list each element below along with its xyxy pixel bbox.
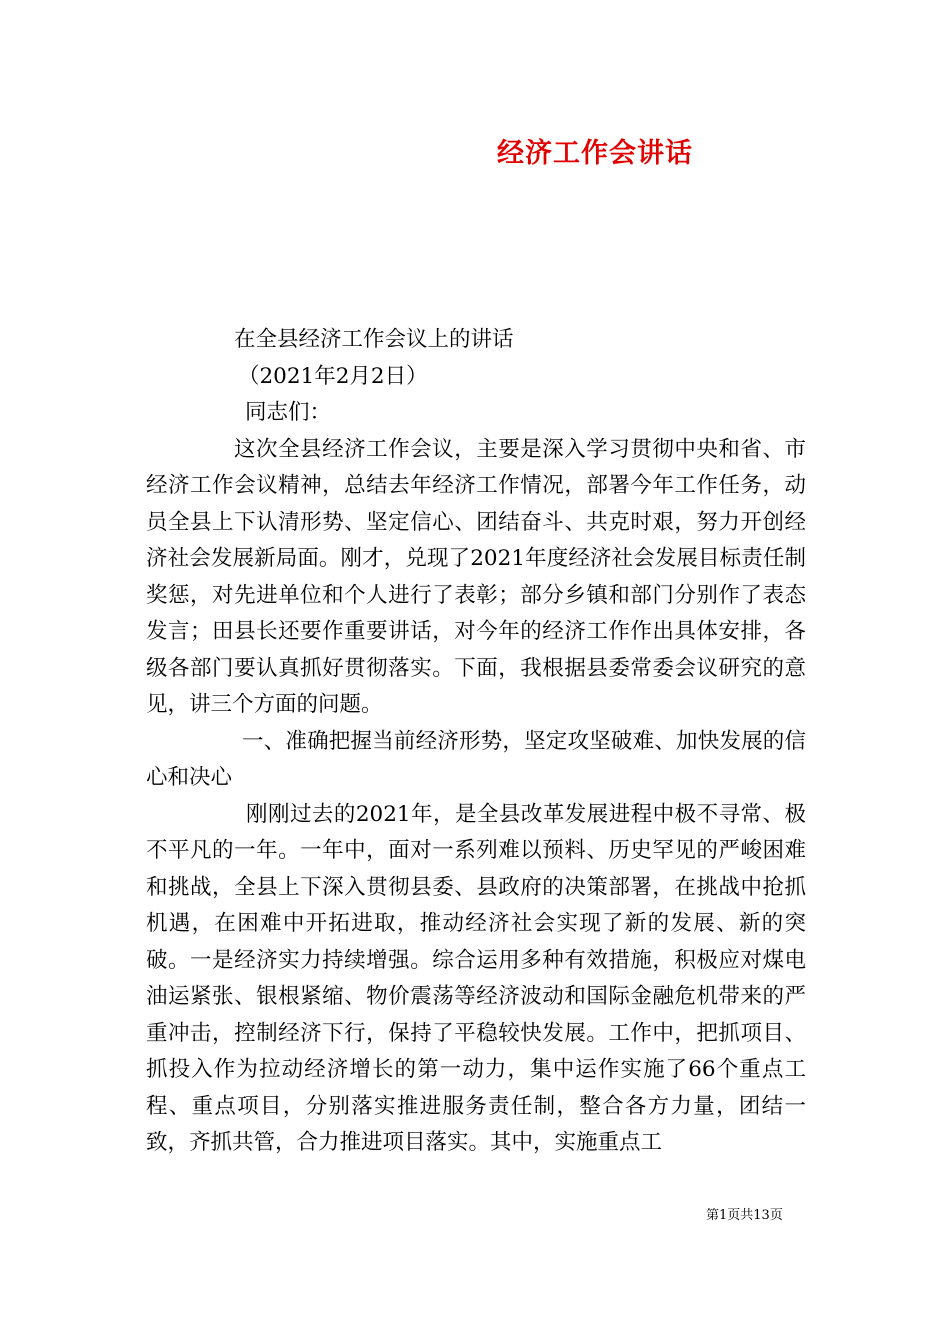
salutation: 同志们： <box>245 400 332 425</box>
document-body <box>146 322 806 1162</box>
section-heading-1: 一、准确把握当前经济形势，坚定攻坚破难、加快发展的信心和决心 <box>146 728 806 790</box>
paragraph-intro: 这次全县经济工作会议，主要是深入学习贯彻中央和省、市经济工作会议精神，总结去年经济工作情况，部署今年工作任务，动员全县上下认清形势、坚定信心、团结奋斗、共克时艰，努力开创经济社会发展新局面。刚才，兑现了2021年度经济社会发展目标责任制奖惩，对先进单位和个人进行了表彰；部分乡镇和部门分别作了表态发言；田县长还要作重要讲话，对今年的经济工作作出具体安排，各级各部门要认真抓好贯彻落实。下面，我根据县委常委会议研究的意见，讲三个方面的问题。 <box>146 436 806 717</box>
page-number: 第1页共13页 <box>706 1208 783 1223</box>
document-title: 经济工作会讲话 <box>497 138 693 169</box>
paragraph-review: 刚刚过去的2021年，是全县改革发展进程中极不寻常、极不平凡的一年。一年中，面对一系列难以预料、历史罕见的严峻困难和挑战，全县上下深入贯彻县委、县政府的决策部署，在挑战中抢抓机遇，在困难中开拓进取，推动经济社会实现了新的发展、新的突破。一是经济实力持续增强。综合运用多种有效措施，积极应对煤电油运紧张、银根紧缩、物价震荡等经济波动和国际金融危机带来的严重冲击，控制经济下行，保持了平稳较快发展。工作中，把抓项目、抓投入作为拉动经济增长的第一动力，集中运作实施了66个重点工程、重点项目，分别落实推进服务责任制，整合各方力量，团结一致，齐抓共管，合力推进项目落实。其中，实施重点工 <box>146 801 806 1155</box>
speech-date: （2021年2月2日） <box>238 363 428 389</box>
speech-title: 在全县经济工作会议上的讲话 <box>234 327 514 352</box>
